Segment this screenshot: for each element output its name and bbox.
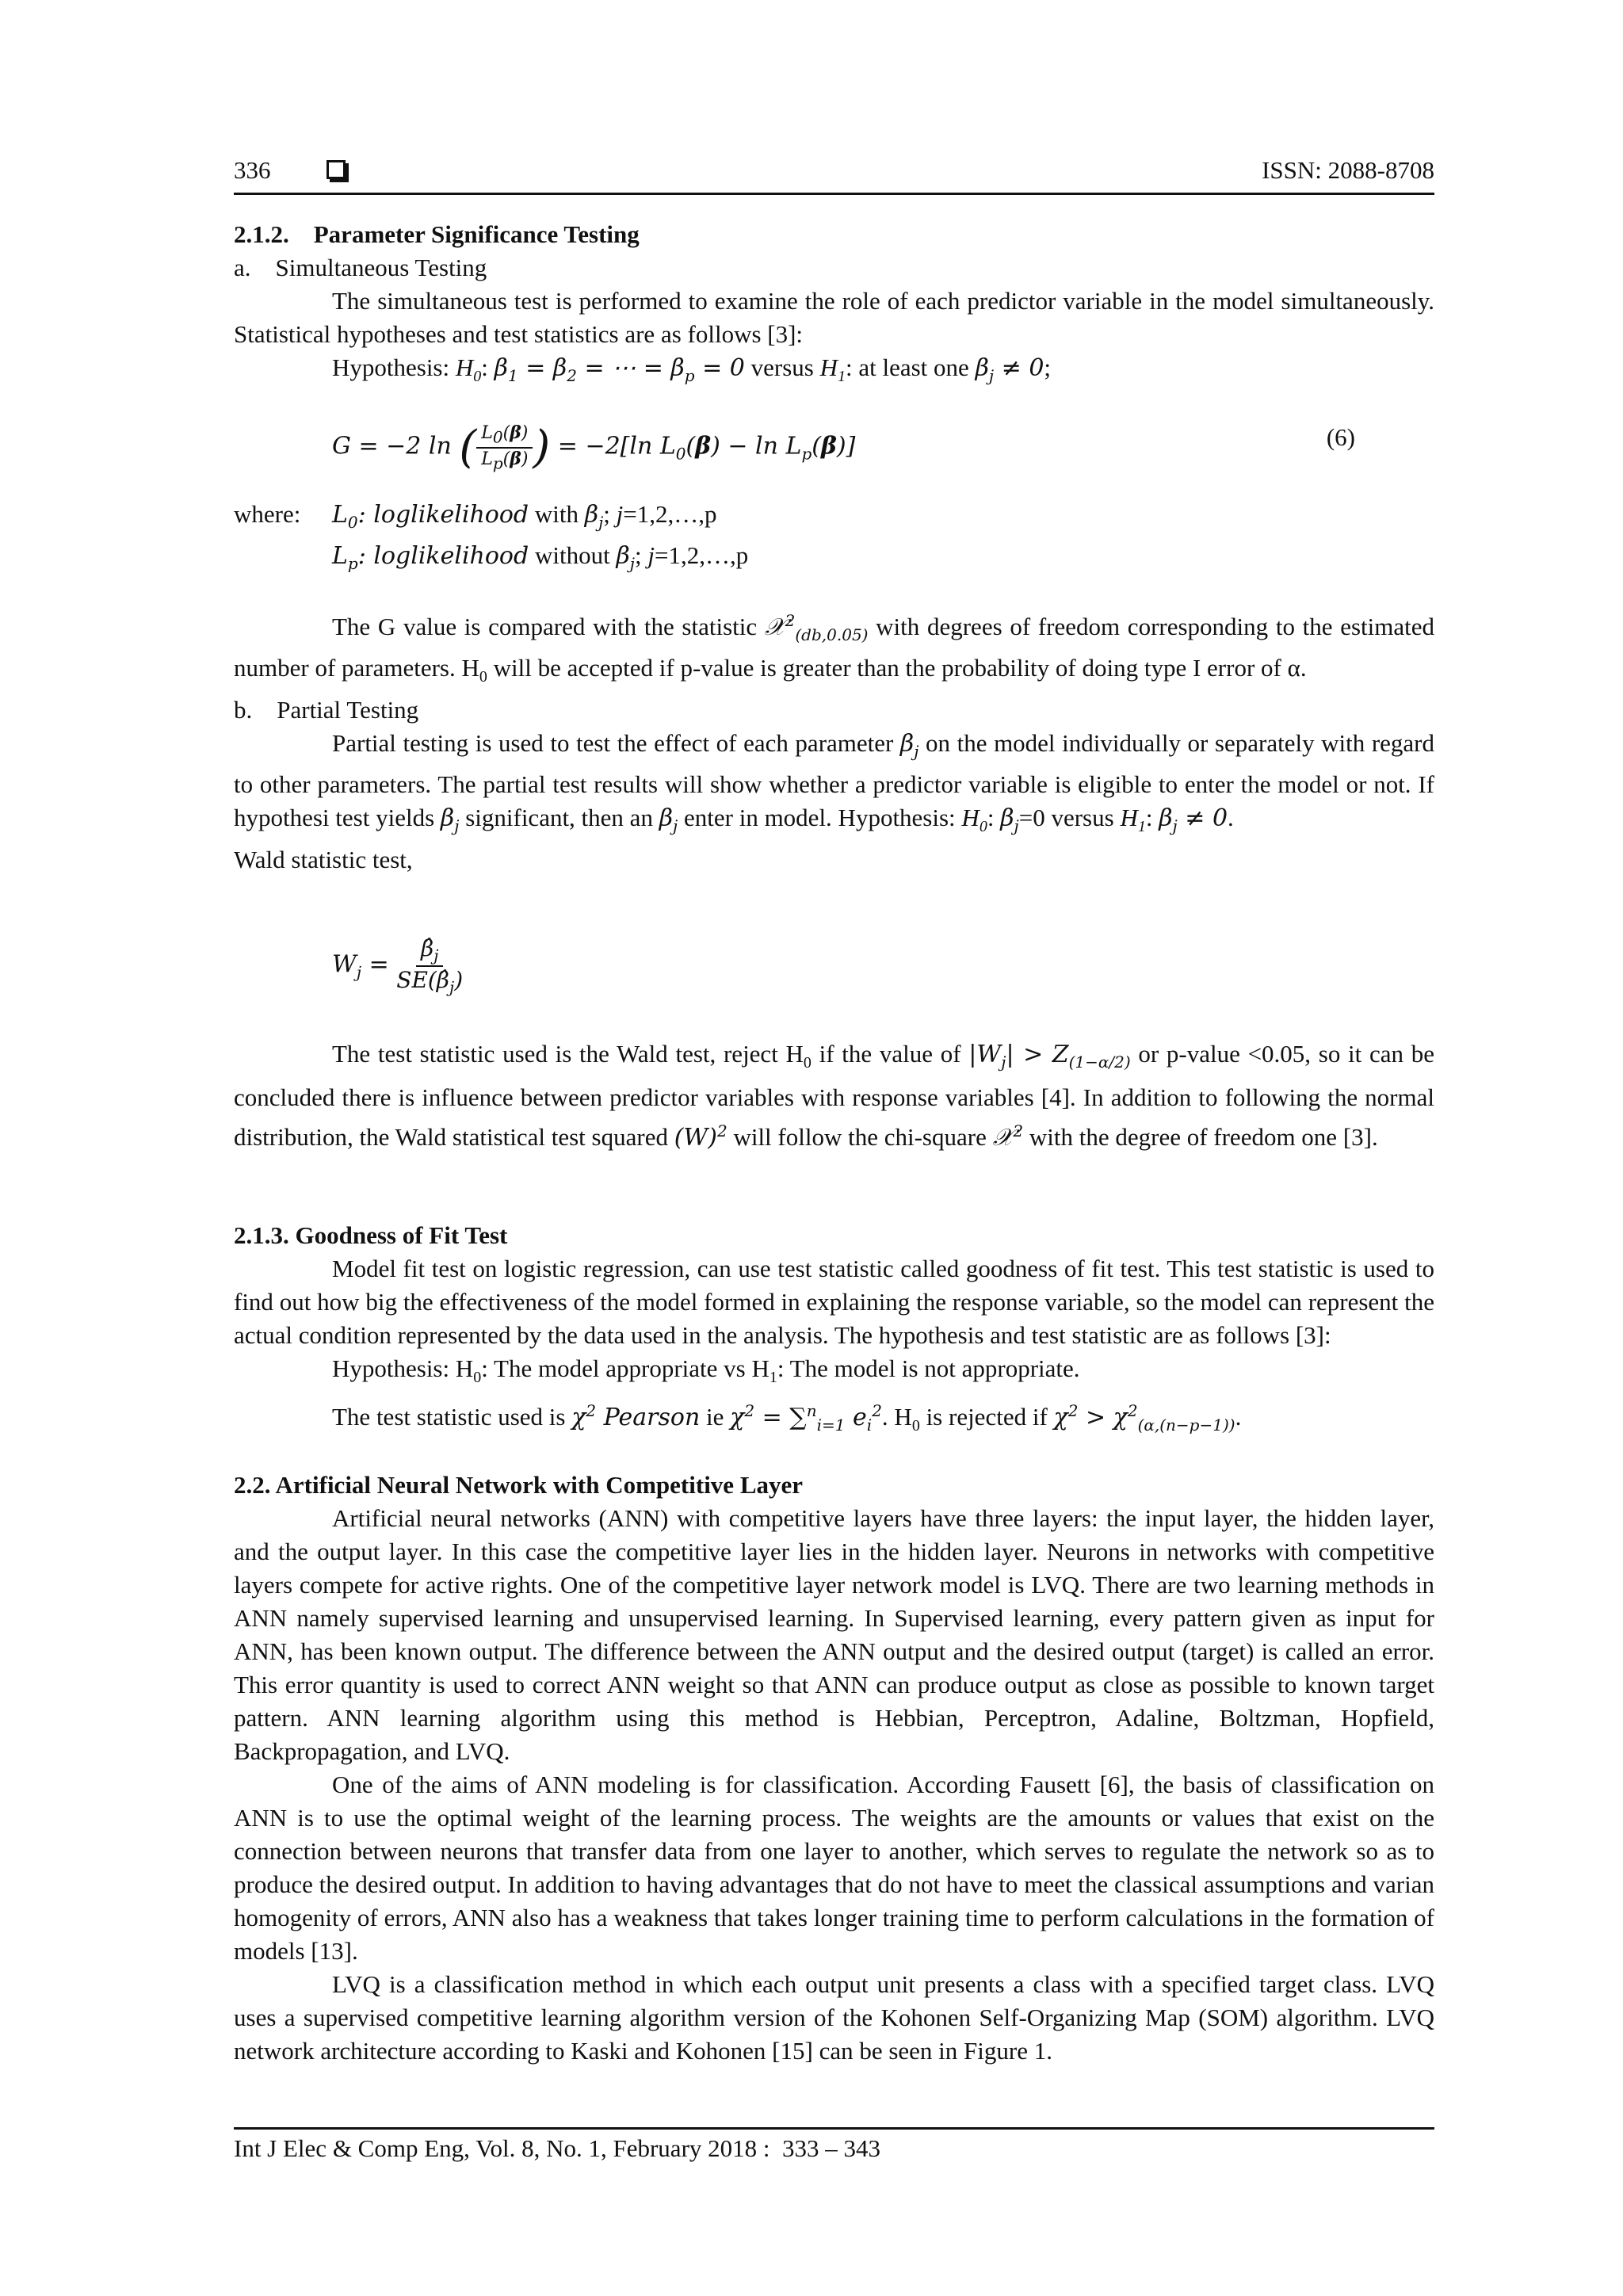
equation-number: (6): [1326, 423, 1355, 451]
paragraph-partial: Partial testing is used to test the effect of each parameter $\beta_j$ on the model individually or separately with regard to other parameters. The partial test results will show whether a predictor variable is eligible to enter the model or not. If hypothesi test yields $\beta_j$ significant, then an $\beta_j$ enter in model. Hypothesis: $H_0$: $\beta_j=0$ versus $H_1$: $\beta_j \ne 0$.: [234, 729, 1434, 836]
section-heading-2-1-2: 2.1.2. Parameter Significance Testing: [234, 220, 640, 248]
gof-hypothesis: Hypothesis: $H_0$: The model appropriate vs $H_1$: The model is not appropriate.: [332, 1354, 1080, 1387]
paragraph-g-value: The G value is compared with the statistic 𝒳$^2_{(db,0.05)}$ with degrees of freedom corresponding to the estimated number of parameters. $H_0$ will be accepted if p-value is greater than the probability of doing type I error of α.: [234, 611, 1434, 686]
paragraph-goodness-of-fit: Model fit test on logistic regression, can use test statistic called goodness of fit test. This test statistic is used to find out how big the effectiveness of the model formed in explaining the response variable, so the model can represent the actual condition represented by the data used in the analysis. The hypothesis and test statistic are as follows [3]:: [234, 1255, 1434, 1349]
header-rule: [234, 193, 1434, 195]
wald-label: Wald statistic test,: [234, 846, 413, 874]
hypothesis-label: Hypothesis:: [332, 353, 456, 381]
issn: ISSN: 2088-8708: [1262, 156, 1434, 184]
equation-6: G = −2 ln ( $\frac{L_0(\beta)}{L_p(\beta)}$ ) = −2[ln $L_0(\beta) - \ln L_p(\beta)$] (6): [332, 422, 1355, 473]
section-heading-2-2: 2.2. Artificial Neural Network with Competitive Layer: [234, 1471, 804, 1499]
subheading-simultaneous: a. Simultaneous Testing: [234, 254, 487, 281]
journal-square-icon: [327, 160, 346, 183]
footer-rule: [234, 2127, 1434, 2130]
paragraph-wald: The test statistic used is the Wald test, reject $H_0$ if the value of $|W_j| > Z_{(1-\alpha/2)}$ or p-value <0.05, so it can be concluded there is influence between predictor variables with response variables [4]. In addition to following the normal distribution, the Wald statistical test squared $(W)^2$ will follow the chi-square 𝒳$^2$ with the degree of freedom one [3].: [234, 1040, 1434, 1152]
paragraph-lvq: LVQ is a classification method in which each output unit presents a class with a specified target class. LVQ uses a supervised competitive learning algorithm version of the Kohonen Self-Organizing Map (SOM) algorithm. LVQ network architecture according to Kaski and Kohonen [15] can be seen in Figure 1.: [234, 1970, 1434, 2065]
section-heading-2-1-3: 2.1.3. Goodness of Fit Test: [234, 1221, 508, 1249]
page-number: 336: [234, 156, 271, 184]
equation-wald: $W_j$ = $\frac{\betâ_j}{SE(\betâ_j)}$: [332, 935, 464, 997]
paragraph-simultaneous: The simultaneous test is performed to examine the role of each predictor variable in the model simultaneously. Statistical hypotheses and test statistics are as follows [3]:: [234, 287, 1434, 348]
paragraph-ann-1: Artificial neural networks (ANN) with competitive layers have three layers: the input layer, the hidden layer, and the output layer. In this case the competitive layer lies in the hidden layer. Neurons in networks with competitive layers compete for active rights. One of the competitive layer network model is LVQ. There are two learning methods in ANN namely supervised learning and unsupervised learning. In Supervised learning, every pattern given as input for ANN, has been known output. The difference between the ANN output and the desired output (target) is called an error. This error quantity is used to correct ANN weight so that ANN can produce output as close as possible to known target pattern. ANN learning algorithm using this method is Hebbian, Perceptron, Adaline, Boltzman, Hopfield, Backpropagation, and LVQ.: [234, 1504, 1434, 1765]
where-block: where: $L_0$: loglikelihood with $\beta_j$; j=1,2,…,p $L_p$: loglikelihood without $\beta_j$; j=1,2,…,p: [234, 500, 749, 573]
paragraph-ann-2: One of the aims of ANN modeling is for classification. According Fausett [6], the basis of classification on ANN is to use the optimal weight of the learning process. The weights are the amounts or values that exist on the connection between neurons that transfer data from one layer to another, which serves to regulate the network so as to produce the desired output. In addition to having advantages that do not have to meet the classical assumptions and varian homogenity of errors, ANN also has a weakness that takes longer training time to perform calculations in the formation of models [13].: [234, 1771, 1434, 1965]
footer-citation: Int J Elec & Comp Eng, Vol. 8, No. 1, February 2018 : 333 – 343: [234, 2134, 881, 2162]
hypothesis-line: Hypothesis: $H_0$: $\beta_1 = \beta_2$ = ⋯ = $\beta_p = 0$ versus $H_1$: at least one $\beta_j \ne 0$;: [332, 353, 1052, 386]
gof-test-statistic: The test statistic used is $\chi^2$ Pearson ie $\chi^2 = \sum^n_{i=1}$ $e_i^2$. $H_0$ is rejected if $\chi^2 > \chi^2_{(\alpha,(n-p-1))}$.: [332, 1401, 1242, 1435]
subheading-partial: b. Partial Testing: [234, 696, 419, 724]
